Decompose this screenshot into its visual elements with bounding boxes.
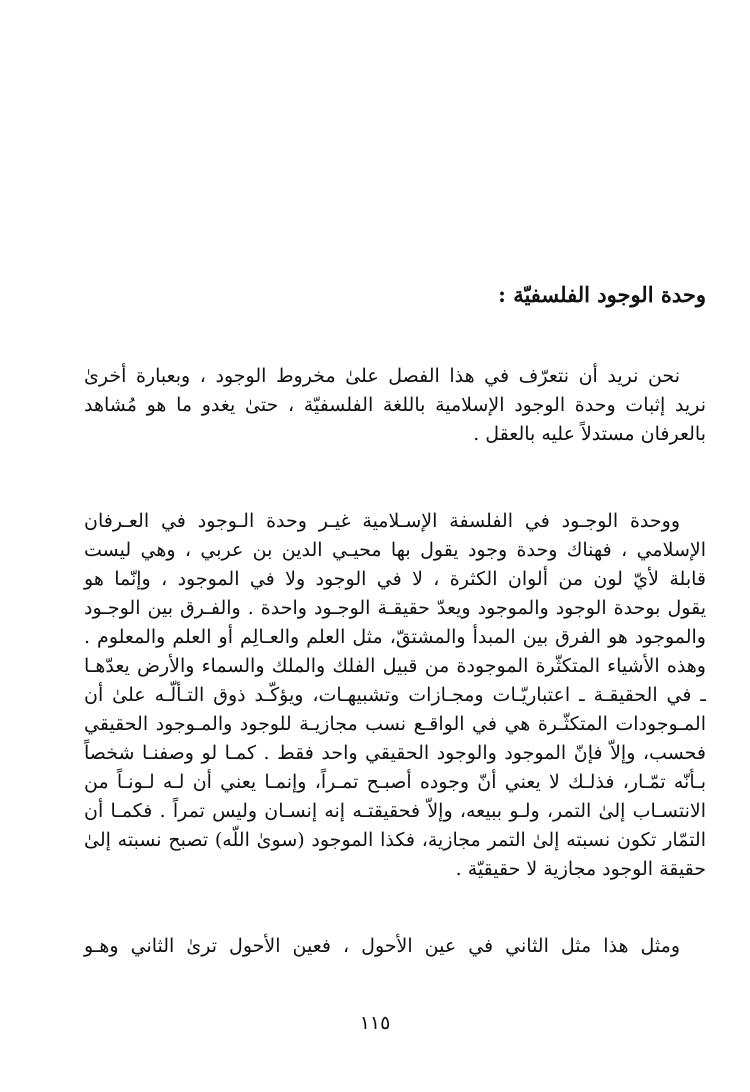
page-number: ١١٥ <box>359 1012 391 1034</box>
text-line: ـ في الحقيقـة ـ اعتباريّـات ومجـازات وتشبيهـات، ويؤكّـد ذوق التـألّـه علىٰ أن <box>84 684 706 706</box>
text-line: بالعرفان مستدلاً عليه بالعقل . <box>473 423 706 445</box>
text-line: المـوجودات المتكثّـرة هي في الواقـع نسب مجازيـة للوجود والمـوجود الحقيقي <box>84 713 706 735</box>
text-line: والموجود هو الفرق بين المبدأ والمشتقّ، مثل العلم والعـالِم أو العلم والمعلوم . <box>84 626 706 648</box>
text-line: ومثل هذا مثل الثاني في عين الأحول ، فعين الأحول ترىٰ الثاني وهـو <box>84 935 680 957</box>
text-line: فحسب، وإلاّ فإنّ الموجود والوجود الحقيقي واحد فقط . كمـا لو وصفنـا شخصاً <box>84 742 706 764</box>
text-line: الانتسـاب إلىٰ التمر، ولـو ببيعه، وإلاّ فحقيقتـه إنه إنسـان وليس تمراً . فكمـا أن <box>84 800 706 822</box>
text-line <box>84 362 680 391</box>
text-line: وهذه الأشياء المتكثّرة الموجودة من قبيل الفلك والملك والسماء والأرض يعدّهـا <box>84 655 706 677</box>
text-line: حقيقة الوجود مجازية لا حقيقيّة . <box>455 858 706 880</box>
text-line-content: نحن نريد أن نتعرّف في هذا الفصل علىٰ مخروط الوجود ، وبعبارة أخرىٰ <box>84 365 680 387</box>
text-line: بـأنّه تمّـار، فذلـك لا يعني أنّ وجوده أصبـح تمـراً، وإنمـا يعني أن لـه لـونـاً من <box>84 771 706 793</box>
text-line: الإسلامي ، فهناك وحدة وجود يقول بها محيـي الدين بن عربي ، وهي ليست <box>84 539 706 561</box>
text-line: نريد إثبات وحدة الوجود الإسلامية باللغة الفلسفيّة ، حتىٰ يغدو ما هو مُشاهد <box>84 394 706 416</box>
text-line: التمّار تكون نسبته إلىٰ التمر مجازية، فكذا الموجود (سوىٰ اللّه) تصبح نسبته إلىٰ <box>84 829 706 851</box>
text-line: ووحدة الوجـود في الفلسفة الإسـلامية غيـر وحدة الـوجود في العـرفان <box>84 510 680 532</box>
section-heading: وحدة الوجود الفلسفيّة : <box>498 282 706 307</box>
text-line: يقول بوحدة الوجود والموجود ويعدّ حقيقـة الوجـود واحدة . والفـرق بين الوجـود <box>84 597 706 619</box>
text-line: قابلة لأيّ لون من ألوان الكثرة ، لا في الوجود ولا في الموجود ، وإنّما هو <box>84 568 706 590</box>
